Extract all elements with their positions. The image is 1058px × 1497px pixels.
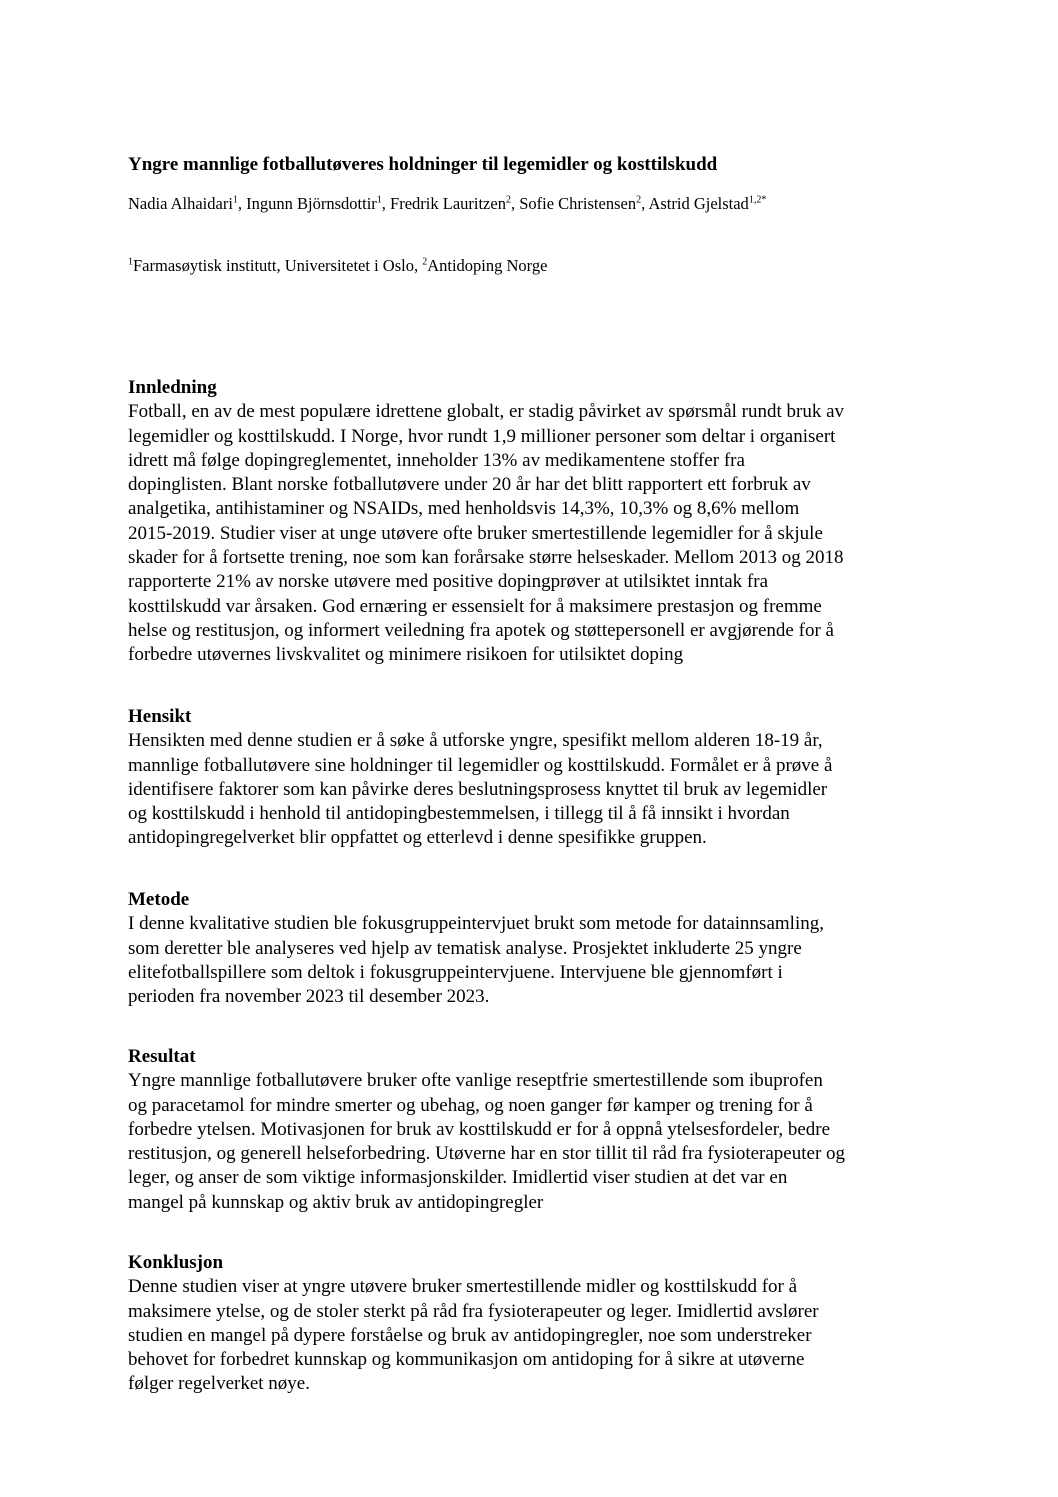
author-name: Astrid Gjelstad bbox=[648, 194, 749, 213]
affiliation-text: Antidoping Norge bbox=[427, 256, 548, 275]
author-name: Fredrik Lauritzen bbox=[390, 194, 506, 213]
author-affiliation-mark: 1 bbox=[376, 194, 382, 206]
author-affiliation-mark: 1 bbox=[232, 194, 238, 206]
body-text-line: helse og restitusjon, og informert veiledning fra apotek og støttepersonell er avgjørende for å bbox=[128, 619, 834, 641]
section-heading: Resultat bbox=[128, 1046, 196, 1067]
author-affiliation-mark: 2 bbox=[636, 194, 642, 206]
author-name: Nadia Alhaidari bbox=[128, 194, 233, 213]
body-text-line: rapporterte 21% av norske utøvere med positive dopingprøver at utilsiktet inntak fra bbox=[128, 571, 769, 593]
author: Sofie Christensen$^2$, bbox=[519, 194, 649, 213]
affiliations bbox=[128, 255, 547, 277]
section-resultat bbox=[128, 1045, 948, 1215]
body-text-line: behovet for forbedret kunnskap og kommunikasjon om antidoping for å sikre at utøverne bbox=[128, 1349, 805, 1371]
body-text-line: restitusjon, og generell helseforbedring. Utøverne har en stor tillit til råd fra fysioterapeuter og bbox=[128, 1143, 846, 1165]
paper-title: Yngre mannlige fotballutøveres holdninger til legemidler og kosttilskudd bbox=[128, 154, 718, 175]
section-body bbox=[128, 400, 948, 667]
author-list bbox=[128, 193, 766, 215]
section-heading: Innledning bbox=[128, 377, 217, 398]
author bbox=[648, 194, 766, 213]
body-text-line: og paracetamol for mindre smerter og ubehag, og noen ganger før kamper og trening for å bbox=[128, 1094, 813, 1116]
section-body bbox=[128, 1069, 948, 1215]
body-text-line: Denne studien viser at yngre utøvere bruker smertestillende midler og kosttilskudd for å bbox=[128, 1276, 798, 1298]
body-text-line: som deretter ble analyseres ved hjelp av tematisk analyse. Prosjektet inkluderte 25 yngre bbox=[128, 937, 802, 959]
author-name: Sofie Christensen bbox=[519, 194, 637, 213]
author-name: Ingunn Björnsdottir bbox=[246, 194, 377, 213]
affiliation-text: Farmasøytisk institutt, Universitetet i Oslo, bbox=[133, 256, 423, 275]
body-text-line: mangel på kunnskap og aktiv bruk av antidopingregler bbox=[128, 1191, 544, 1213]
body-text-line: leger, og anser de som viktige informasjonskilder. Imidlertid viser studien at det var en bbox=[128, 1167, 788, 1189]
body-text-line: 2015-2019. Studier viser at unge utøvere ofte bruker smertestillende legemidler for å skjule bbox=[128, 522, 823, 544]
body-text-line: dopinglisten. Blant norske fotballutøvere under 20 år har det blitt rapportert ett forbruk av bbox=[128, 474, 811, 496]
body-text-line: I denne kvalitative studien ble fokusgruppeintervjuet brukt som metode for datainnsamling, bbox=[128, 913, 824, 935]
author: Ingunn Björnsdottir$^1$, bbox=[246, 194, 391, 213]
section-body bbox=[128, 1275, 948, 1396]
body-text-line: kosttilskudd var årsaken. God ernæring er essensielt for å maksimere prestasjon og fremme bbox=[128, 595, 822, 617]
body-text-line: Hensikten med denne studien er å søke å utforske yngre, spesifikt mellom alderen 18-19 år, bbox=[128, 730, 823, 752]
section-body bbox=[128, 912, 948, 1009]
affiliation-mark: 1 bbox=[128, 256, 133, 268]
body-text-line: antidopingregelverket blir oppfattet og etterlevd i denne spesifikke gruppen. bbox=[128, 827, 707, 849]
body-text-line: legemidler og kosttilskudd. I Norge, hvor rundt 1,9 millioner personer som deltar i organisert bbox=[128, 425, 836, 447]
body-text-line: idrett må følge dopingreglementet, inneholder 13% av medikamentene stoffer fra bbox=[128, 449, 745, 471]
section-heading: Konklusjon bbox=[128, 1252, 224, 1273]
body-text-line: studien en mangel på dypere forståelse og bruk av antidopingregler, noe som understreker bbox=[128, 1324, 812, 1346]
body-text-line: analgetika, antihistaminer og NSAIDs, med henholdsvis 14,3%, 10,3% og 8,6% mellom bbox=[128, 498, 800, 520]
author: Nadia Alhaidari$^1$, bbox=[128, 194, 247, 213]
section-heading: Metode bbox=[128, 889, 190, 910]
body-text-line: følger regelverket nøye. bbox=[128, 1373, 310, 1395]
section-konklusjon bbox=[128, 1251, 948, 1397]
affiliation-mark: 2 bbox=[422, 256, 428, 268]
section-hensikt bbox=[128, 705, 948, 851]
author: Fredrik Lauritzen$^2$, bbox=[390, 194, 520, 213]
body-text-line: perioden fra november 2023 til desember 2023. bbox=[128, 986, 490, 1008]
author-affiliation-mark: 2 bbox=[505, 194, 511, 206]
body-text-line: mannlige fotballutøvere sine holdninger til legemidler og kosttilskudd. Formålet er å prøve å bbox=[128, 754, 833, 776]
section-innledning bbox=[128, 376, 948, 668]
body-text-line: forbedre utøvernes livskvalitet og minimere risikoen for utilsiktet doping bbox=[128, 644, 684, 666]
body-text-line: forbedre ytelsen. Motivasjonen for bruk av kosttilskudd er for å oppnå ytelsesfordeler, bedre bbox=[128, 1118, 831, 1140]
body-text-line: Yngre mannlige fotballutøvere bruker ofte vanlige reseptfrie smertestillende som ibuprofen bbox=[128, 1070, 823, 1092]
author-affiliation-mark: 1,2* bbox=[748, 194, 767, 206]
body-text-line: Fotball, en av de mest populære idrettene globalt, er stadig påvirket av spørsmål rundt bruk av bbox=[128, 401, 845, 423]
body-text-line: identifisere faktorer som kan påvirke deres beslutningsprosess knyttet til bruk av legemidler bbox=[128, 778, 828, 800]
body-text-line: maksimere ytelse, og de stoler sterkt på råd fra fysioterapeuter og leger. Imidlertid avslører bbox=[128, 1300, 819, 1322]
body-text-line: elitefotballspillere som deltok i fokusgruppeintervjuene. Intervjuene ble gjennomført i bbox=[128, 961, 783, 983]
body-text-line: og kosttilskudd i henhold til antidopingbestemmelsen, i tillegg til å få innsikt i hvordan bbox=[128, 803, 790, 825]
section-heading: Hensikt bbox=[128, 706, 192, 727]
section-body bbox=[128, 729, 948, 850]
body-text-line: skader for å fortsette trening, noe som kan forårsake større helseskader. Mellom 2013 og 2018 bbox=[128, 547, 844, 569]
section-metode bbox=[128, 888, 948, 1009]
